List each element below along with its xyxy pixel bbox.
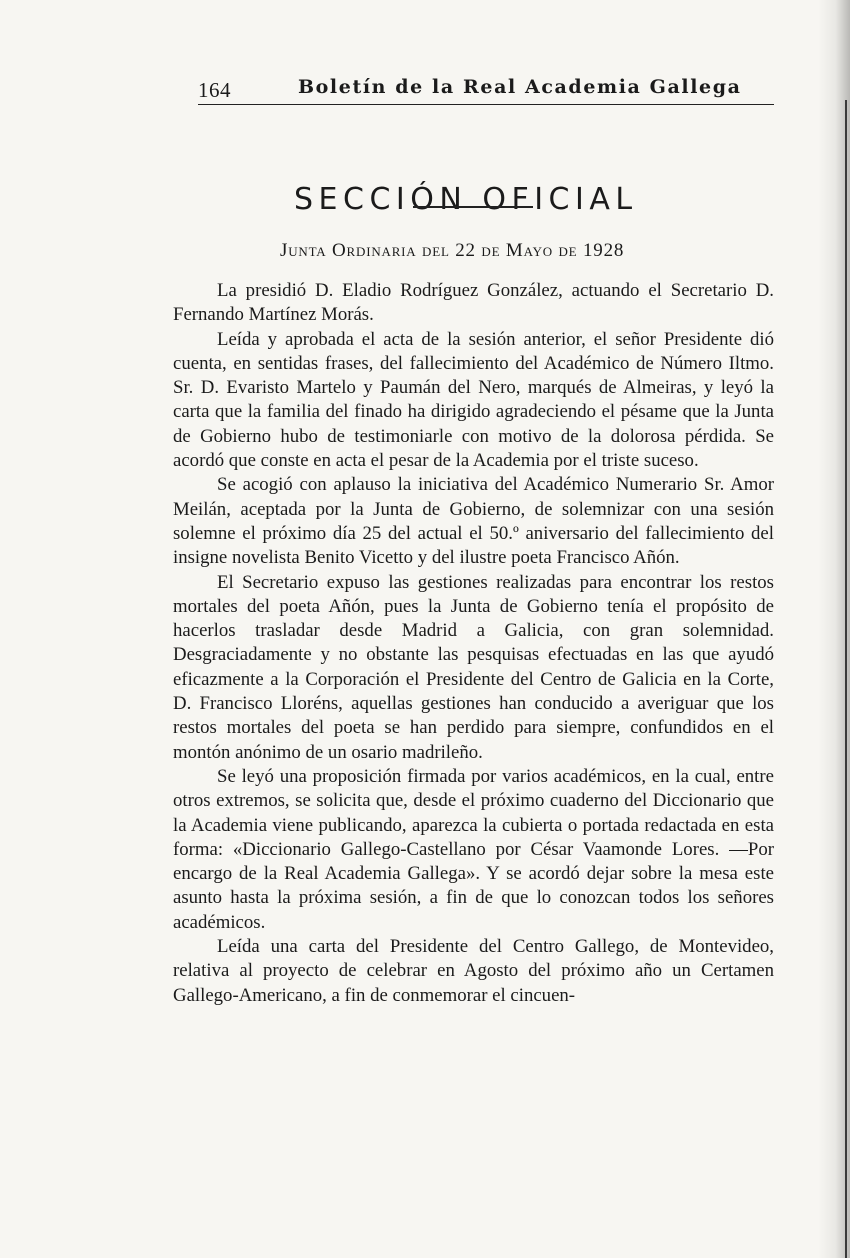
paragraph: Se acogió con aplauso la iniciativa del Académico Numerario Sr. Amor Meilán, aceptada por la Junta de Gobierno, de solemnizar con una sesión solemne el próximo día 25 del actual el 50.º aniversario del fallecimiento del insigne novelista Benito Vicetto y del ilustre poeta Francisco Añón.	[173, 474, 774, 569]
running-header	[198, 76, 774, 105]
session-heading: Junta Ordinaria del 22 de Mayo de 1928	[280, 240, 625, 261]
section-title: SECCIÓN OFICIAL	[294, 182, 638, 218]
paragraph: Leída y aprobada el acta de la sesión anterior, el señor Presidente dió cuenta, en sentidas frases, del fallecimiento del Académico de Número Iltmo. Sr. D. Evaristo Martelo y Paumán del Nero, marqués de Almeiras, y leyó la carta que la familia del finado ha dirigido agradeciendo el pésame que la Junta de Gobierno hubo de testimoniarle con motivo de la dolorosa pérdida. Se acordó que conste en acta el pesar de la Academia por el triste suceso.	[173, 328, 774, 472]
paragraph: Se leyó una proposición firmada por varios académicos, en la cual, entre otros extremos, se solicita que, desde el próximo cuaderno del Diccionario que la Academia viene publicando, aparezca la cubierta o portada redactada en esta forma: «Diccionario Gallego-Castellano por César Vaamonde Lores. —Por encargo de la Real Academia Gallega». Y se acordó dejar sobre la mesa este asunto hasta la próxima sesión, a fin de que lo conozcan todos los señores académicos.	[173, 765, 774, 933]
paragraph: Leída una carta del Presidente del Centro Gallego, de Montevideo, relativa al proyecto de celebrar en Agosto del próximo año un Certamen Gallego-Americano, a fin de conmemorar el cincuen-	[173, 936, 774, 1006]
paragraph: La presidió D. Eladio Rodríguez González, actuando el Secretario D. Fernando Martínez Morás.	[173, 280, 774, 326]
title-underline	[413, 206, 533, 208]
journal-title: Boletín de la Real Academia Gallega	[298, 76, 742, 98]
page-edge-line	[845, 100, 847, 1258]
page-number: 164	[198, 78, 231, 102]
body-text	[173, 279, 774, 1008]
paragraph: El Secretario expuso las gestiones realizadas para encontrar los restos mortales del poeta Añón, pues la Junta de Gobierno tenía el propósito de hacerlos trasladar desde Madrid a Galicia, con gran solemnidad. Desgraciadamente y no obstante las pesquisas efectuadas en las que ayudó eficazmente a la Corporación el Presidente del Centro de Galicia en la Corte, D. Francisco Lloréns, aquellas gestiones han conducido a averiguar que los restos mortales del poeta se han perdido para siempre, confundidos en el montón anónimo de un osario madrileño.	[173, 571, 774, 763]
